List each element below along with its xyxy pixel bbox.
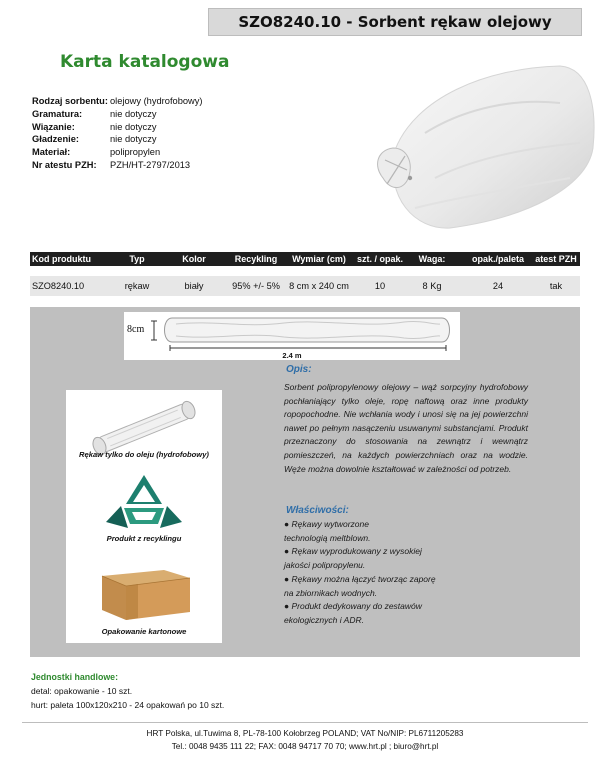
- property-label: Rodzaj sorbentu:: [32, 96, 108, 106]
- length-label: 2.4 m: [282, 351, 302, 360]
- recycle-icon: [66, 472, 222, 532]
- cardboard-box-icon: [66, 556, 222, 624]
- product-title: SZO8240.10 - Sorbent rękaw olejowy: [238, 13, 552, 31]
- property-value: PZH/HT-2797/2013: [110, 159, 191, 170]
- table-cell: SZO8240.10: [32, 281, 85, 291]
- property-label: Wiązanie:: [32, 121, 75, 132]
- column-header: opak./paleta: [471, 254, 525, 264]
- property-value: olejowy (hydrofobowy): [110, 96, 203, 106]
- product-table-header: [30, 252, 580, 266]
- trade-unit-retail: detal: opakowanie - 10 szt.: [31, 686, 133, 696]
- table-row: [30, 276, 580, 296]
- table-cell: 24: [492, 281, 504, 291]
- column-header: Typ: [129, 254, 145, 264]
- property-label: Gramatura:: [32, 108, 83, 119]
- feature-line: na zbiornikach wodnych.: [284, 587, 378, 598]
- sleeve-caption: Rękaw tylko do oleju (hydrofobowy): [79, 450, 209, 459]
- property-label: Gładzenie:: [32, 134, 80, 145]
- feature-line: ● Produkt dedykowany do zestawów: [284, 601, 422, 612]
- table-cell: 10: [374, 281, 386, 291]
- properties-list: [32, 95, 203, 172]
- property-row: [32, 95, 203, 108]
- features-title: Właściwości:: [286, 505, 349, 516]
- catalog-heading: Karta katalogowa: [60, 52, 230, 72]
- table-cell: rękaw: [124, 281, 150, 291]
- property-value: nie dotyczy: [110, 121, 157, 132]
- product-title-bar: [208, 8, 582, 36]
- info-card: [66, 390, 222, 643]
- feature-line: ● Rękawy można łączyć tworząc zaporę: [284, 573, 436, 584]
- table-cell: biały: [184, 281, 204, 291]
- feature-line: ● Rękawy wytworzone: [284, 519, 369, 529]
- table-cell: 95% +/- 5%: [232, 281, 280, 291]
- property-value: nie dotyczy: [110, 134, 157, 145]
- property-value: polipropylen: [110, 147, 161, 158]
- dimension-diagram: [124, 312, 460, 360]
- property-value: nie dotyczy: [110, 108, 157, 119]
- column-header: atest PZH: [535, 254, 577, 264]
- description-text: Sorbent polipropylenowy olejowy – wąż sorpcyjny hydrofobowy pochłaniający tylko oleje, ropę naftową oraz inne produkty ropopochodne. Nie wchłania wody i unosi się na jej powierzchni nawet po pełnym nasączeniu usuwanymi substancjami. Produkt przeznaczony do stosowania na zewnątrz i wewnątrz pomieszczeń, na każdych powierzchniach oraz na wodzie. Węże można dowolnie kształtować w zależności od potrzeb.: [284, 382, 528, 474]
- sorbent-sleeve-photo: [355, 38, 595, 243]
- footer-contact: Tel.: 0048 9435 111 22; FAX: 0048 94717 70 70; www.hrt.pl ; biuro@hrt.pl: [171, 742, 439, 751]
- property-label: Nr atestu PZH:: [32, 159, 97, 170]
- sleeve-thumbnail: [66, 398, 222, 458]
- trade-unit-wholesale: hurt: paleta 100x120x210 - 24 opakowań po 10 szt.: [31, 700, 225, 710]
- table-cell: 8 Kg: [422, 281, 442, 291]
- property-row: [32, 108, 203, 121]
- column-header: Waga:: [418, 254, 446, 264]
- column-header: szt. / opak.: [356, 254, 403, 264]
- footer-address: HRT Polska, ul.Tuwima 8, PL-78-100 Kołobrzeg POLAND; VAT No/NIP: PL6711205283: [146, 729, 464, 738]
- trade-units-title: Jednostki handlowe:: [31, 672, 119, 682]
- feature-line: technologią meltblown.: [284, 532, 371, 543]
- column-header: Kod produktu: [32, 254, 91, 264]
- property-row: [32, 121, 203, 134]
- height-label: 8cm: [127, 324, 145, 335]
- feature-line: ekologicznych i ADR.: [284, 614, 364, 625]
- footer-divider: [22, 722, 588, 723]
- features-list: [284, 518, 534, 628]
- column-header: Recykling: [234, 254, 278, 264]
- property-label: Materiał:: [32, 147, 71, 158]
- feature-line: ● Rękaw wyprodukowany z wysokiej: [284, 546, 422, 557]
- box-caption: Opakowanie kartonowe: [101, 627, 187, 636]
- table-cell: tak: [549, 281, 563, 291]
- property-row: [32, 133, 203, 146]
- recycle-caption: Produkt z recyklingu: [106, 534, 182, 543]
- property-row: [32, 146, 203, 159]
- table-cell: 8 cm x 240 cm: [289, 281, 349, 291]
- description-title: Opis:: [286, 364, 312, 375]
- property-row: [32, 159, 203, 172]
- column-header: Kolor: [182, 254, 206, 264]
- feature-line: jakości polipropylenu.: [284, 560, 366, 571]
- column-header: Wymiar (cm): [292, 254, 346, 264]
